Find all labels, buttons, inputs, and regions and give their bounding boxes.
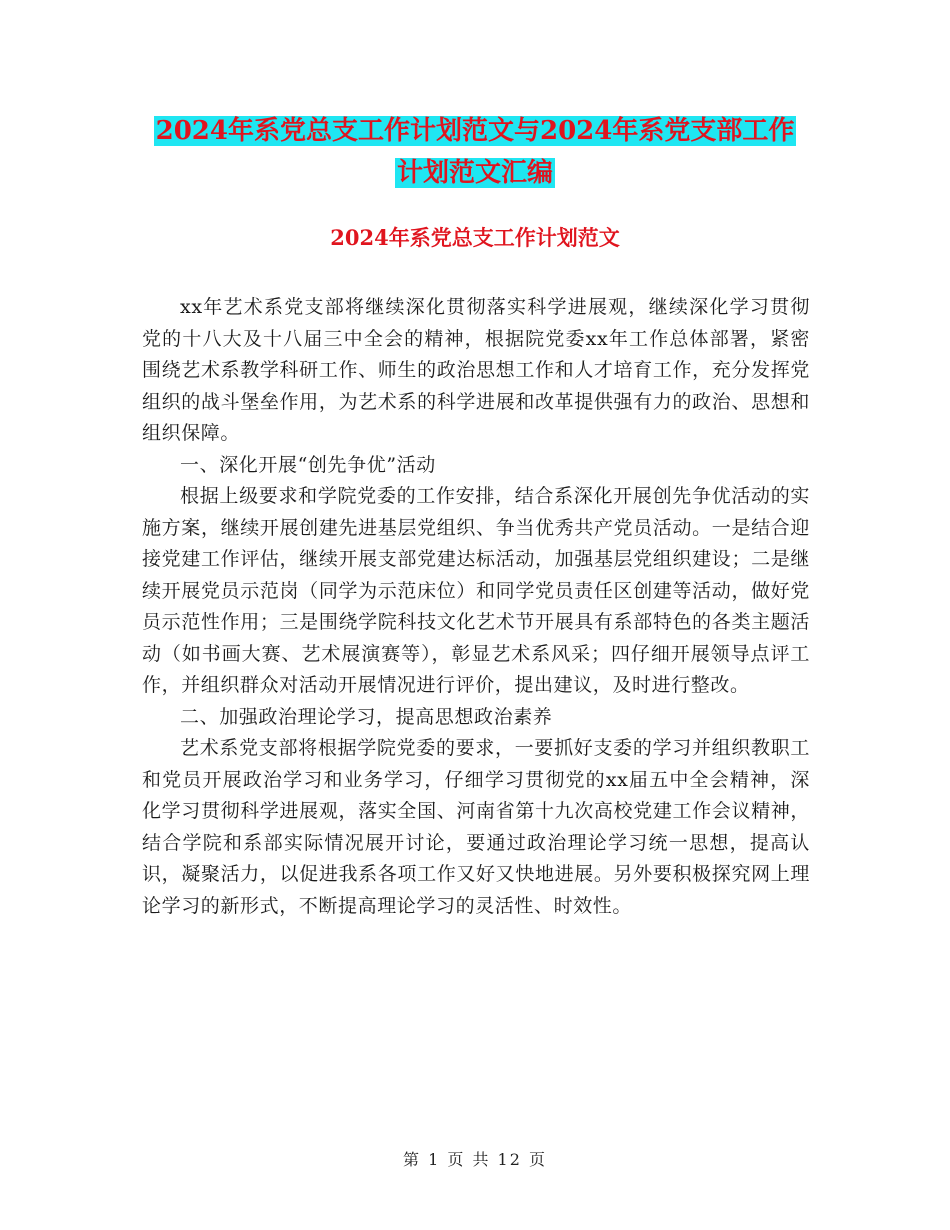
paragraph-one: 根据上级要求和学院党委的工作安排，结合系深化开展创先争优活动的实施方案，继续开展创建先进基层党组织、争当优秀共产党员活动。一是结合迎接党建工作评估，继续开展支部党建达标活动，加强基层党组织建设；二是继续开展党员示范岗（同学为示范床位）和同学党员责任区创建等活动，做好党员示范性作用；三是围绕学院科技文化艺术节开展具有系部特色的各类主题活动（如书画大赛、艺术展演赛等），彰显艺术系风采；四仔细开展领导点评工作，并组织群众对活动开展情况进行评价，提出建议，及时进行整改。	[142, 485, 810, 696]
title-line-2: 计划范文汇编	[396, 158, 553, 188]
document-body	[142, 292, 810, 922]
paragraph-two: 艺术系党支部将根据学院党委的要求，一要抓好支委的学习并组织教职工和党员开展政治学习和业务学习，仔细学习贯彻党的xx届五中全会精神，深化学习贯彻科学进展观，落实全国、河南省第十九次高校党建工作会议精神，结合学院和系部实际情况展开讨论，要通过政治理论学习统一思想，提高认识，凝聚活力，以促进我系各项工作又好又快地进展。另外要积极探究网上理论学习的新形式，不断提高理论学习的灵活性、时效性。	[142, 737, 810, 917]
title-line-1: 2024年系党总支工作计划范文与2024年系党支部工作	[155, 116, 795, 146]
heading-one: 一、深化开展“创先争优”活动	[180, 453, 436, 476]
page-footer	[0, 1147, 950, 1170]
heading-two: 二、加强政治理论学习，提高思想政治素养	[180, 705, 553, 728]
page-number: 第 1 页 共 12 页	[403, 1150, 547, 1169]
document-title	[140, 110, 810, 194]
section-title: 2024年系党总支工作计划范文	[330, 225, 620, 250]
paragraph-intro: xx年艺术系党支部将继续深化贯彻落实科学进展观，继续深化学习贯彻党的十八大及十八届三中全会的精神，根据院党委xx年工作总体部署，紧密围绕艺术系教学科研工作、师生的政治思想工作和人才培育工作，充分发挥党组织的战斗堡垒作用，为艺术系的科学进展和改革提供强有力的政治、思想和组织保障。	[142, 296, 810, 444]
